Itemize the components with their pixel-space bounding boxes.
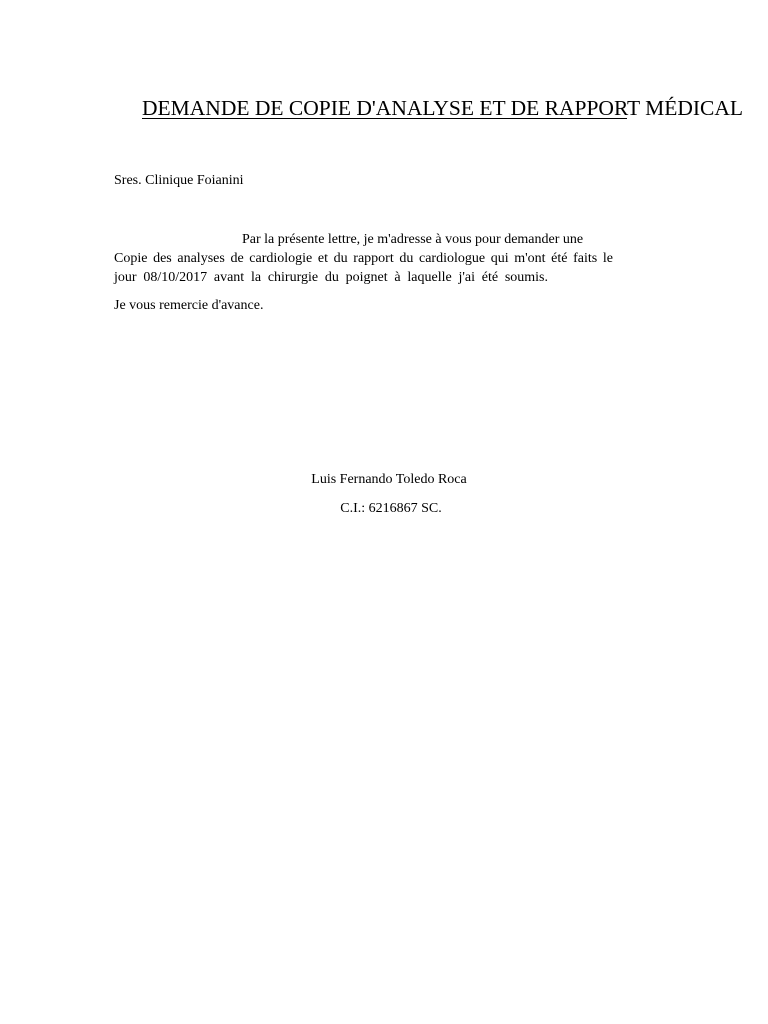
document-title bbox=[142, 94, 768, 122]
body-line-2: Copie des analyses de cardiologie et du rapport du cardiologue qui m'ont été faits le bbox=[114, 251, 613, 266]
signature-id: C.I.: 6216867 SC. bbox=[340, 501, 442, 516]
recipient-line: Sres. Clinique Foianini bbox=[114, 173, 244, 188]
body-line-1: Par la présente lettre, je m'adresse à vous pour demander une bbox=[242, 232, 584, 247]
body-paragraph bbox=[114, 230, 613, 287]
closing-line: Je vous remercie d'avance. bbox=[114, 298, 264, 313]
document-title-rest: T MÉDICAL bbox=[627, 96, 744, 120]
body-line-3: jour 08/10/2017 avant la chirurgie du poignet à laquelle j'ai été soumis. bbox=[114, 270, 548, 285]
document-title-underlined: DEMANDE DE COPIE D'ANALYSE ET DE RAPPOR bbox=[142, 96, 627, 120]
signature-name: Luis Fernando Toledo Roca bbox=[311, 472, 467, 487]
